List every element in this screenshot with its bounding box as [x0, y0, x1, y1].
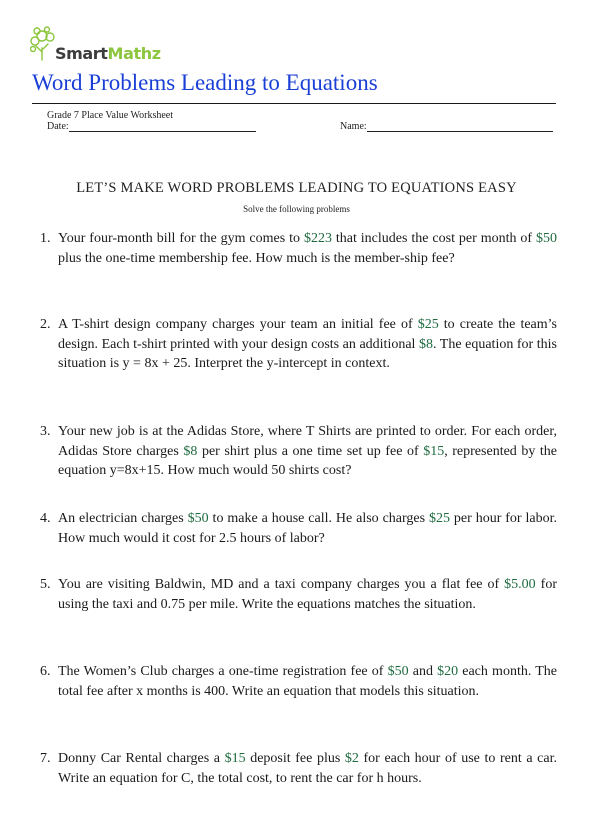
problem-text-segment: A T-shirt design company charges your team an initial fee of	[58, 317, 418, 332]
problem-number: 4.	[40, 511, 51, 526]
section-heading: LET’S MAKE WORD PROBLEMS LEADING TO EQUATIONS EASY	[76, 180, 517, 196]
worksheet-grade: Grade 7 Place Value Worksheet	[47, 110, 174, 121]
problem-text	[58, 509, 557, 548]
money-amount: $5.00	[504, 577, 536, 592]
logo-text-main: Smart	[55, 44, 108, 63]
problem-number: 1.	[40, 231, 51, 246]
problem-text	[58, 229, 557, 268]
section-subheading: Solve the following problems	[243, 204, 350, 214]
money-amount: $25	[417, 317, 439, 332]
money-amount: $20	[437, 664, 459, 679]
problem-number: 2.	[40, 317, 51, 332]
problem-text-segment: for using the taxi and 0.75 per mile. Write the equations matches the situation.	[58, 577, 557, 612]
problem-item	[40, 315, 557, 374]
money-amount: $50	[187, 511, 209, 526]
problem-text-segment: to make a house call. He also charges	[208, 511, 429, 526]
problem-text-segment: The Women’s Club charges a one-time registration fee of	[58, 664, 388, 679]
problem-text-segment: and	[408, 664, 438, 679]
problem-text-segment: to create the team’s design. Each t-shirt printed with your design costs an additional	[58, 317, 557, 352]
name-label: Name:	[340, 121, 367, 132]
name-line	[367, 120, 553, 132]
problem-text	[58, 315, 557, 374]
problem-text-segment: Your new job is at the Adidas Store, where T Shirts are printed to order. For each order, Adidas Store charges	[58, 424, 557, 459]
date-label: Date:	[47, 121, 69, 132]
problem-text-segment: An electrician charges	[58, 511, 188, 526]
problem-number: 3.	[40, 424, 51, 439]
money-amount: $2	[344, 751, 359, 766]
money-amount: $50	[536, 231, 557, 246]
problem-text-segment: deposit fee plus	[245, 751, 345, 766]
problem-item	[40, 662, 557, 701]
money-amount: $223	[303, 231, 332, 246]
money-amount: $15	[224, 751, 246, 766]
title-divider	[32, 103, 556, 104]
logo-wordmark	[55, 44, 161, 63]
logo-text-accent: Mathz	[107, 44, 161, 63]
problem-text	[58, 575, 557, 614]
date-field[interactable]	[47, 120, 256, 132]
problem-text	[58, 422, 557, 481]
problem-text-segment: per hour for labor. How much would it cost for 2.5 hours of labor?	[58, 511, 557, 546]
problem-text-segment: plus the one-time membership fee. How much is the member-ship fee?	[58, 250, 455, 266]
problem-item	[40, 749, 557, 788]
problem-item	[40, 575, 557, 614]
problem-number: 6.	[40, 664, 51, 679]
problem-text-segment: Donny Car Rental charges a	[58, 751, 225, 766]
problem-text-segment: Your four-month bill for the gym comes to	[58, 231, 304, 246]
problem-item	[40, 229, 557, 268]
problem-text	[58, 662, 557, 701]
problem-text-segment: per shirt plus a one time set up fee of	[197, 443, 424, 459]
problem-text	[58, 749, 557, 788]
money-amount: $25	[429, 511, 450, 526]
money-amount: $50	[387, 664, 409, 679]
money-amount: $15	[423, 443, 445, 459]
problem-text-segment: , represented by the equation y=8x+15. How much would 50 shirts cost?	[58, 443, 558, 478]
money-amount: $8	[419, 336, 433, 352]
problem-text-segment: that includes the cost per month of	[331, 231, 536, 246]
problem-number: 5.	[40, 577, 51, 592]
problem-item	[40, 422, 557, 481]
smartmathz-logo	[30, 26, 170, 66]
problem-item	[40, 509, 557, 548]
page-title: Word Problems Leading to Equations	[32, 70, 378, 95]
date-line	[69, 120, 256, 132]
name-field[interactable]	[340, 120, 553, 132]
money-amount: $8	[183, 443, 198, 459]
problem-text-segment: for each hour of use to rent a car. Write an equation for C, the total cost, to rent the car for h hours.	[58, 751, 557, 786]
problem-text-segment: each month. The total fee after x months is 400. Write an equation that models this situation.	[58, 664, 557, 699]
problem-text-segment: . The equation for this situation is y = 8x + 25. Interpret the y-intercept in context.	[58, 336, 557, 371]
problem-text-segment: You are visiting Baldwin, MD and a taxi company charges you a flat fee of	[58, 577, 505, 592]
problem-number: 7.	[40, 751, 51, 766]
